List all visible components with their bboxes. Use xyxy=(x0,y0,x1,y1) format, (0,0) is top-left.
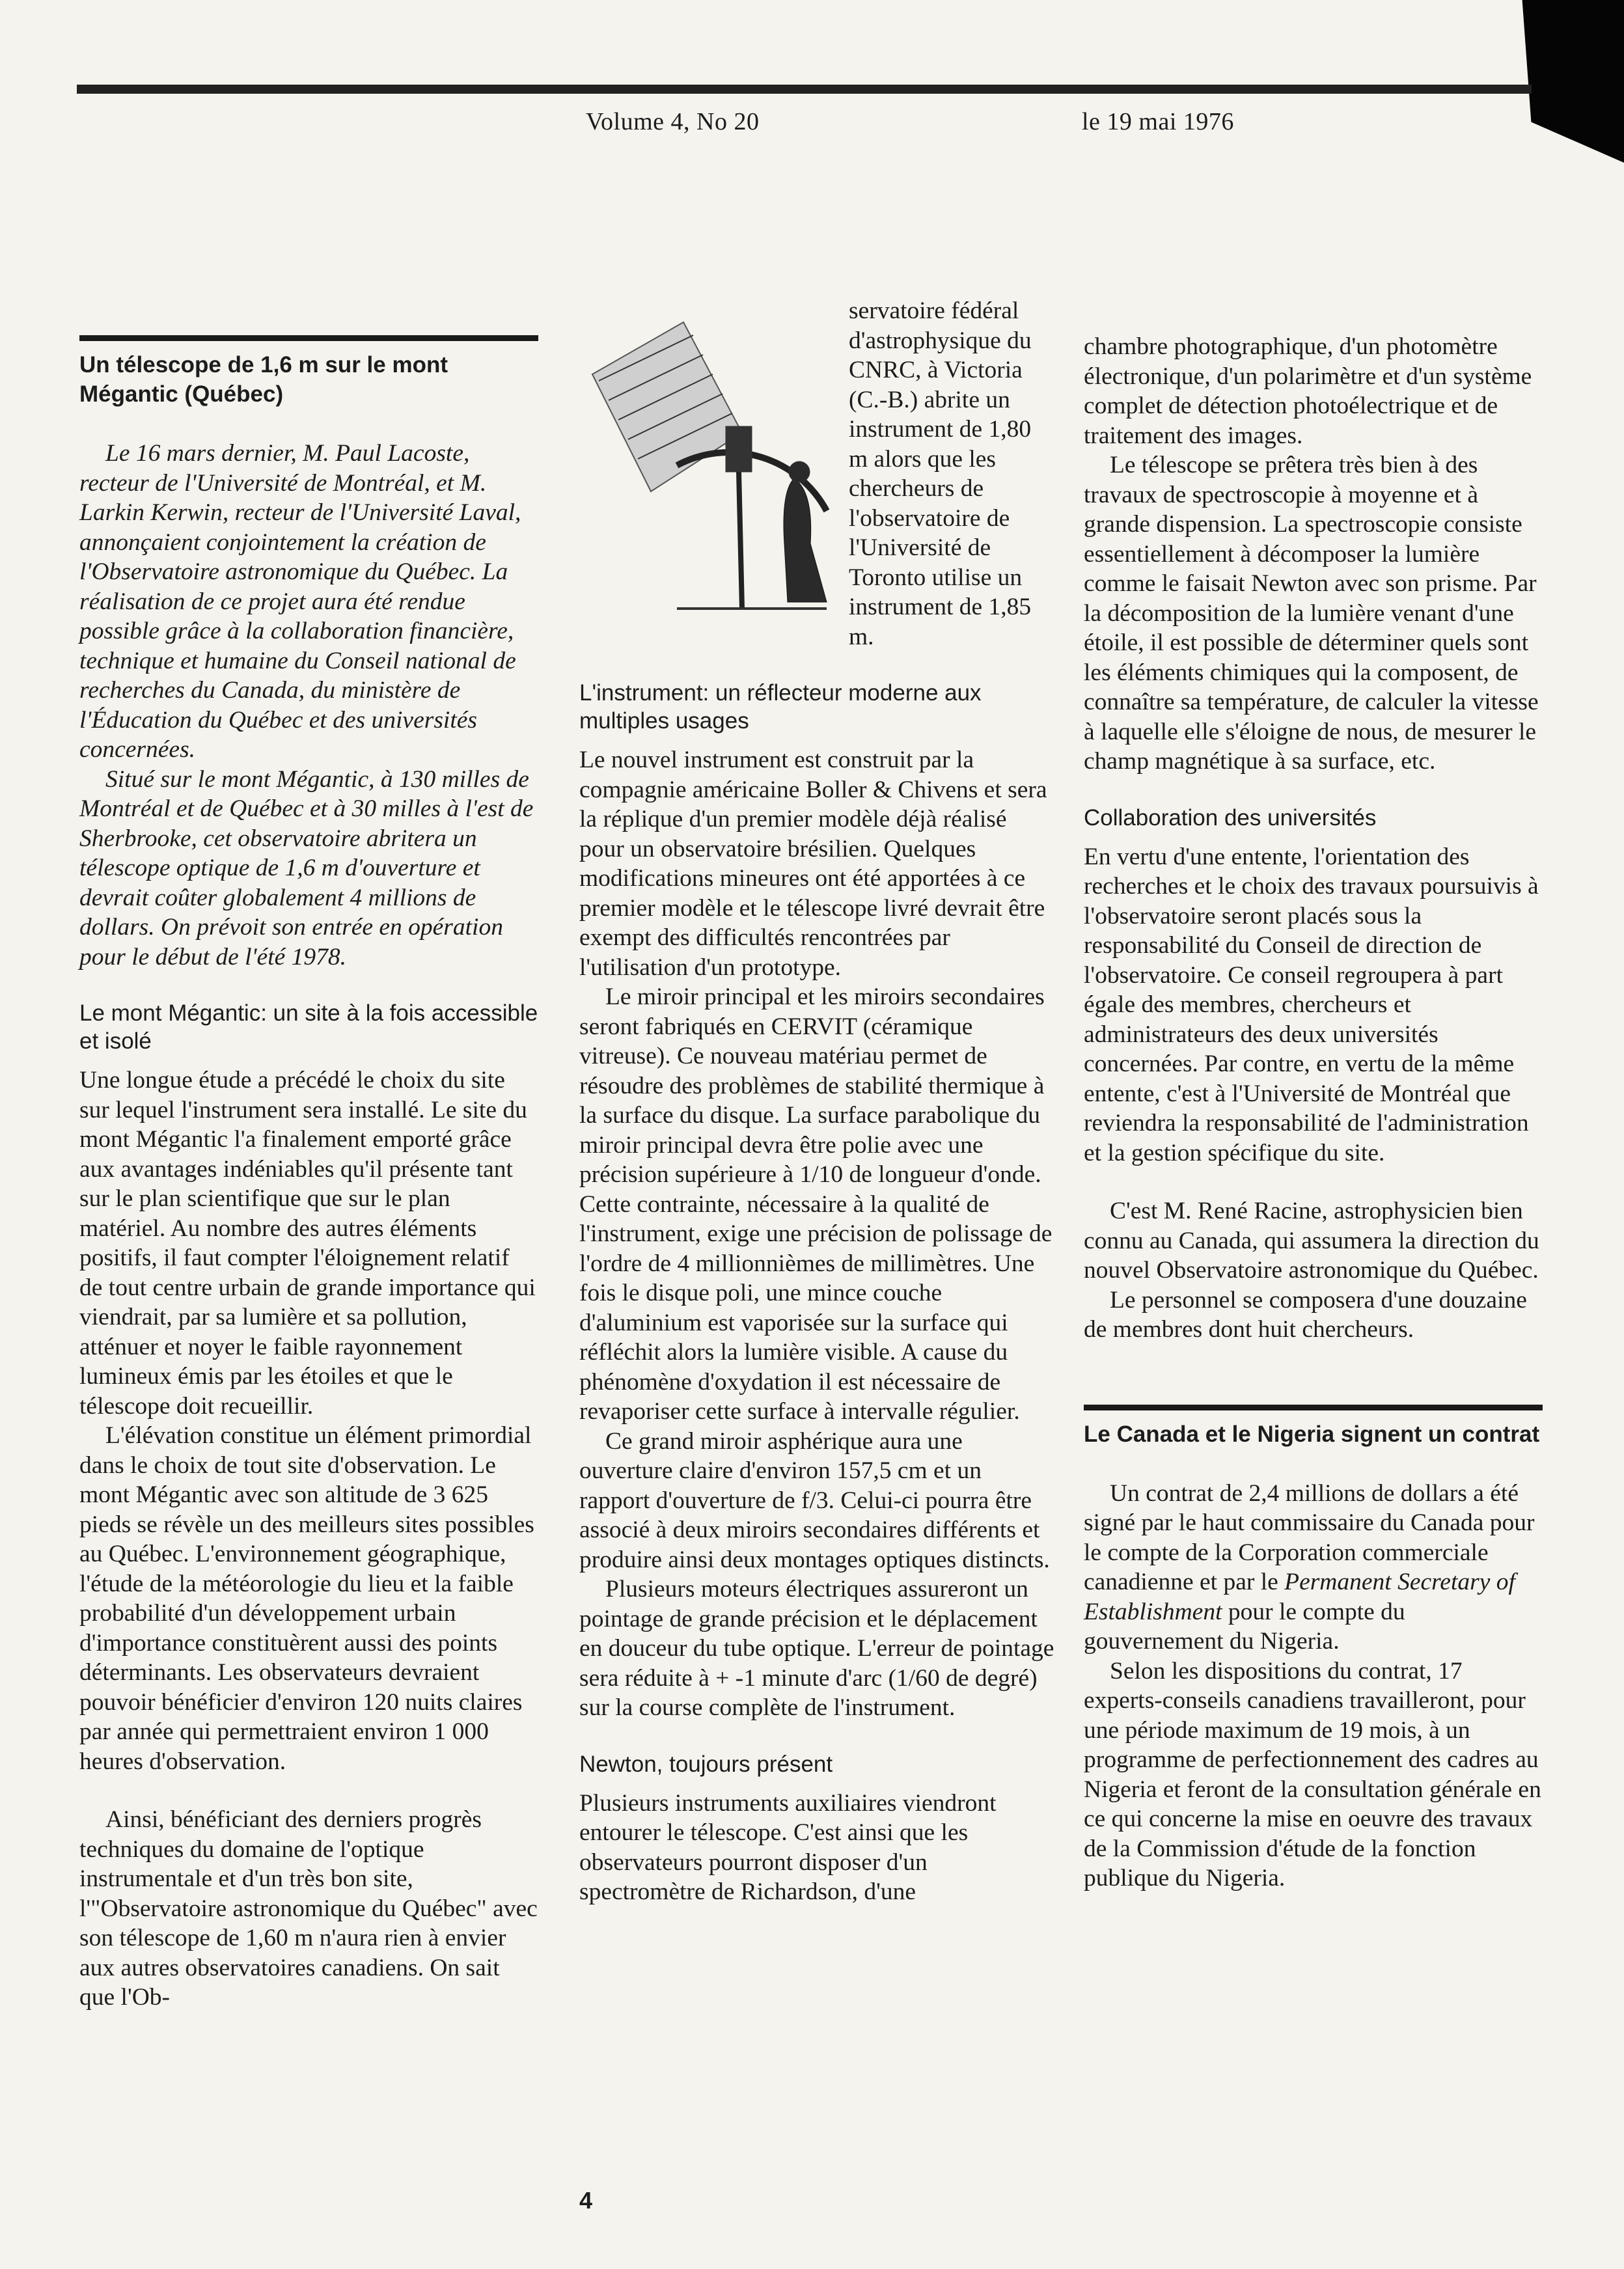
page-number: 4 xyxy=(579,2187,593,2214)
body-paragraph: Ce grand miroir asphérique aura une ouverture claire d'environ 157,5 cm et un rapport d'ouverture de f/3. Celui-ci pourra être associé à deux miroirs secondaires différents et produire ainsi deux montages optiques distincts. xyxy=(579,1427,1050,1573)
telescope-engraving-image xyxy=(579,296,840,622)
intro-paragraph: Situé sur le mont Mégantic, à 130 milles de Montréal et de Québec et à 30 milles à l'est de Sherbrooke, cet observatoire abritera un télescope optique de 1,6 m d'ouverture et devrait coûter globalement 4 millions de dollars. On prévoit son entrée en opération pour le début de l'été 1978. xyxy=(79,765,534,970)
body-paragraph: Le télescope se prêtera très bien à des travaux de spectroscopie à moyenne et à grande dispension. La spectroscopie consiste essentiellement à décomposer la lumière comme le faisait Newton avec son prisme. Par la décomposition de la lumière venant d'une étoile, il est possible de déterminer quels sont les éléments chimiques qui la composent, de connaître sa température, de calculer la vitesse à laquelle elle s'éloigne de nous, de mesurer le champ magnétique à sa surface, etc. xyxy=(1084,452,1539,775)
contract-text: Un contrat de 2,4 millions de dollars a été signé par le haut commissaire du Canada pour le compte de la Corporation commerciale canadienne et par le xyxy=(1084,1479,1535,1595)
body-paragraph: L'élévation constitue un élément primordial dans le choix de tout site d'observation. Le mont Mégantic avec son altitude de 3 625 pieds se révèle un des meilleurs sites possibles au Québec. L'environnement géographique, l'étude de la météorologie du lieu et la faible probabilité d'un développement urbain d'importance constituèrent aussi des points déterminants. Les observateurs devraient pouvoir bénéficier d'environ 120 nuits claires par année qui permettraient environ 1 000 heures d'observation. xyxy=(79,1422,534,1775)
body-paragraph: Le personnel se composera d'une douzaine de membres dont huit chercheurs. xyxy=(1084,1286,1527,1343)
section-heading: Newton, toujours présent xyxy=(579,1751,833,1777)
body-paragraph: C'est M. René Racine, astrophysicien bien connu au Canada, qui assumera la direction du nouvel Observatoire astronomique du Québec. xyxy=(1084,1198,1539,1284)
column-2 xyxy=(579,296,1054,1907)
article-rule xyxy=(1084,1405,1543,1410)
body-paragraph: Selon les dispositions du contrat, 17 experts-conseils canadiens travailleront, pour une période maximum de 19 mois, à un programme de perfectionnement des cadres au Nigeria et feront de la consultation générale en ce qui concerne la mise en oeuvre des travaux de la Commission d'étude de la fonction publique du Nigeria. xyxy=(1084,1657,1541,1891)
volume-number: Volume 4, No 20 xyxy=(586,108,760,135)
body-paragraph: servatoire fédéral d'astrophysique du CNRC, à Victoria (C.-B.) abrite un instrument de 1,80 m alors que les chercheurs de l'observatoire de l'Université de Toronto utilise un instrument de 1,85 m. xyxy=(849,297,1032,650)
section-heading: L'instrument: un réflecteur moderne aux multiples usages xyxy=(579,680,982,734)
body-paragraph: En vertu d'une entente, l'orientation des recherches et le choix des travaux poursuivis à l'observatoire seront placés sous la responsabilité du Conseil de direction de l'observatoire. Ce conseil regroupera à part égale des membres, chercheurs et administrateurs des deux universités concernées. Par contre, en vertu de la même entente, c'est à l'Université de Montréal que reviendra la responsabilité de l'administration et la gestion spécifique du site. xyxy=(1084,843,1539,1166)
body-paragraph: Ainsi, bénéficiant des derniers progrès techniques du domaine de l'optique instrumentale et d'un très bon site, l'"Observatoire astronomique du Québec" avec son télescope de 1,60 m n'aura rien à envier aux autres observatoires canadiens. On sait que l'Ob- xyxy=(79,1806,538,2011)
column-3 xyxy=(1084,332,1543,1893)
header-rule xyxy=(77,85,1532,94)
section-heading: Collaboration des universités xyxy=(1084,804,1377,831)
article-rule xyxy=(79,335,538,341)
body-paragraph: Plusieurs instruments auxiliaires viendront entourer le télescope. C'est ainsi que les observateurs pourront disposer d'un spectromètre de Richardson, d'une xyxy=(579,1789,997,1905)
contract-text: pour le compte du gouvernement du Nigeria. xyxy=(1084,1598,1405,1655)
telescope-illustration xyxy=(579,296,840,622)
article-title: Un télescope de 1,6 m sur le mont Mégantic (Québec) xyxy=(79,352,448,407)
column-1 xyxy=(79,335,538,2013)
section-heading: Le mont Mégantic: un site à la fois accessible et isolé xyxy=(79,1000,538,1054)
body-paragraph: Une longue étude a précédé le choix du site sur lequel l'instrument sera installé. Le site du mont Mégantic l'a finalement emporté grâce aux avantages indéniables qu'il présente tant sur le plan scientifique que sur le plan matériel. Au nombre des autres éléments positifs, il faut compter l'éloignement relatif de tout centre urbain de grande importance qui viendrait, par sa lumière et sa pollution, atténuer et noyer le faible rayonnement lumineux émis par les étoiles et que le télescope doit recueillir. xyxy=(79,1067,536,1420)
intro-paragraph: Le 16 mars dernier, M. Paul Lacoste, recteur de l'Université de Montréal, et M. Larkin Kerwin, recteur de l'Université Laval, annonçaient conjointement la création de l'Observatoire astronomique du Québec. La réalisation de ce projet aura été rendue possible grâce à la collaboration financière, technique et humaine du Conseil national de recherches du Canada, du ministère de l'Éducation du Québec et des universités concernées. xyxy=(79,440,521,763)
body-paragraph: chambre photographique, d'un photomètre électronique, d'un polarimètre et d'un système complet de détection photoélectrique et de traitement des images. xyxy=(1084,333,1532,449)
body-paragraph: Plusieurs moteurs électriques assureront un pointage de grande précision et le déplacement en douceur du tube optique. L'erreur de pointage sera réduite à + -1 minute d'arc (1/60 de degré) sur la course complète de l'instrument. xyxy=(579,1576,1054,1721)
scan-corner-shadow xyxy=(1474,0,1624,163)
body-paragraph xyxy=(1084,1479,1543,1657)
article-title: Le Canada et le Nigeria signent un contrat xyxy=(1084,1421,1540,1447)
contract-italic-text: Permanent Secretary of Establishment xyxy=(1084,1569,1515,1625)
body-paragraph: Le miroir principal et les miroirs secondaires seront fabriqués en CERVIT (céramique vitreuse). Ce nouveau matériau permet de résoudre des problèmes de stabilité thermique à la surface du disque. La surface parabolique du miroir principal devra être polie avec une précision supérieure à 1/10 de longueur d'onde. Cette contrainte, nécessaire à la qualité de l'instrument, exige une précision de polissage de l'ordre de 4 millionnièmes de millimètres. Une fois le disque poli, une mince couche d'aluminium est vaporisée sur la surface qui réfléchit alors la lumière visible. A cause du phénomène d'oxydation il est nécessaire de revaporiser cette surface à intervalle régulier. xyxy=(579,983,1053,1425)
issue-date: le 19 mai 1976 xyxy=(1082,108,1234,135)
body-paragraph: Le nouvel instrument est construit par la compagnie américaine Boller & Chivens et sera la réplique d'un premier modèle déjà réalisé pour un observatoire brésilien. Quelques modifications mineures ont été apportées à ce premier modèle et le télescope livré devrait être exempt des difficultés rencontrées par l'utilisation d'un prototype. xyxy=(579,747,1047,981)
